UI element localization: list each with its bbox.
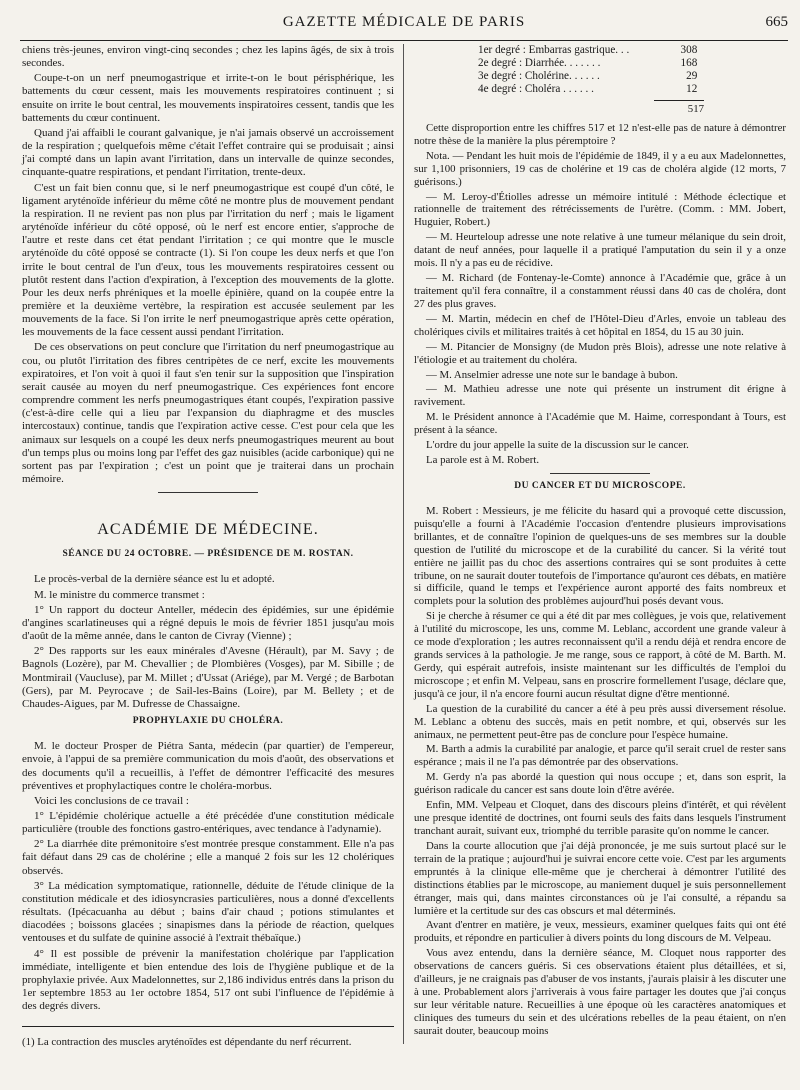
paragraph: Voici les conclusions de ce travail : — [34, 794, 189, 807]
paragraph: 2° Des rapports sur les eaux minérales d'Avesne (Hérault), par M. Savy ; de Bagnols (Lozère), par M. Chevallier ; de Plombières (Vosges), par M. Sibille ; de Montmirail (Vaucluse), par M. Millet ; d'Ussat (Ariége), par M. Vergé ; de Barbotan (Gers), par M. Peyrocave ; de Sail-les-Bains (Loire), par M. Bellety ; et de Chaudes-Aigues, par M. Dufresse de Chassaigne. — [22, 645, 394, 710]
stats-row — [474, 83, 701, 96]
section-rule — [158, 492, 258, 493]
footnote-rule — [22, 1026, 394, 1027]
stats-label: 3e degré : Cholérine. . . . . . — [478, 70, 600, 82]
cancer-heading: DU CANCER ET DU MICROSCOPE. — [514, 480, 686, 491]
stats-row — [474, 70, 701, 83]
paragraph: Coupe-t-on un nerf pneumogastrique et irrite-t-on le bout périsphérique, les battements du cœur cessent, mais les mouvements respiratoires continuent ; si ensuite on irrite le bout central, les mouvements inspiratoires cessent, tandis que les battements du cœur continuent. — [22, 72, 394, 124]
paragraph: — M. Richard (de Fontenay-le-Comte) annonce à l'Académie que, grâce à un traitement qu'il fera connaître, il a constamment réussi dans 40 cas de choléra, dont 27 des plus graves. — [414, 272, 786, 310]
stats-value: 29 — [686, 70, 698, 82]
conclusion-item: 1° L'épidémie cholérique actuelle a été précédée d'une constitution médicale particulière (trouble des fonctions gastro-entériques, avec tendance à l'adynamie). — [22, 809, 394, 836]
stats-label: 1er degré : Embarras gastrique. . . — [478, 44, 630, 56]
conclusion-item: 2° La diarrhée dite prémonitoire s'est montrée presque constamment. Elle n'a pas fait défaut dans 29 cas de cholérine ; elle a manqué 2 fois sur les 12 cholériques observés. — [22, 838, 394, 877]
paragraph: — M. Leroy-d'Étiolles adresse un mémoire intitulé : Méthode éclectique et rationnelle de traitement des rétrécissements de l'urètre. (Comm. : MM. Jobert, Huguier, Robert.) — [414, 190, 786, 229]
journal-title: GAZETTE MÉDICALE DE PARIS — [282, 14, 526, 30]
paragraph: — M. Heurteloup adresse une note relative à une tumeur mélanique du sein droit, datant de neuf années, pour laquelle il a pratiqué l'amputation du sein il y a onze mois. Il n'y a pas eu de récidive. — [414, 231, 786, 270]
paragraph: Si je cherche à résumer ce qui a été dit par mes collègues, je vois que, relativement à l'utilité du microscope, les uns, comme M. Leblanc, accordent une grande valeur à ce mode d'exploration ; les autres reconnaissent qu'il a rendu déjà et rendra encore de grands services à la pathologie. Je me range, sous ce rapport, à côté de M. Barth. M. Gerdy, qui espérait autrefois, insiste maintenant sur les difficultés de l'emploi du microscope ; et enfin M. Velpeau, sans en proscrire formellement l'usage, déclare que, jusqu'à ce jour, il n'a encore fourni aucun résultat digne d'être mentionné. — [414, 610, 786, 700]
cholera-stats-table — [474, 44, 701, 96]
stats-label: 2e degré : Diarrhée. . . . . . . — [478, 57, 601, 69]
conclusion-item: 3° La médication symptomatique, rationnelle, déduite de l'étude clinique de la constitution médicale et des idiosyncrasies particulières, nous a donné d'excellents résultats. (Ipécacuanha au début ; bains d'air chaud ; potions stimulantes et diacodées ; boissons glacées ; sinapismes dans la période de réaction, quelques ventouses et du sulfate de quinine associé à l'extrait thébaïque.) — [22, 879, 394, 945]
paragraph: 1° Un rapport du docteur Anteller, médecin des épidémies, sur une épidémie d'angines scarlatineuses qui a régné depuis le mois de février 1851 jusqu'au mois d'août de la même année, dans le canton de Civray (Vienne) ; — [22, 603, 394, 643]
paragraph: Le procès-verbal de la dernière séance est lu et adopté. — [34, 573, 275, 586]
paragraph: — M. Pitancier de Monsigny (de Mudon près Blois), adresse une note relative à l'étiologie et au traitement du choléra. — [414, 340, 786, 366]
paragraph: Nota. — Pendant les huit mois de l'épidémie de 1849, il y a eu aux Madelonnettes, sur 1,100 prisonniers, 19 cas de cholérine et 19 cas de choléra algide (12 morts, 7 guérisons.) — [414, 149, 786, 188]
paragraph: La question de la curabilité du cancer a été à peu près aussi diversement résolue. M. Leblanc a obtenu des succès, mais en petit nombre, et qui, observés sur les animaux, ne permettent peut-être pas de conclure pour l'espèce humaine. — [414, 702, 786, 741]
left-column — [22, 44, 394, 1015]
paragraph: De ces observations on peut conclure que l'irritation du nerf pneumogastrique au cou, ou plutôt l'irritation des fibres centripètes de ce nerf, excite les mouvements expiratoires, et l'on voit à quoi il faut s'en tenir sur la supposition que l'inspiration serait causée au moyen du nerf pneumogastrique. Ces expériences font encore comprendre comment les nerfs pneumogastriques étant coupés, l'expiration passive (c'est-à-dire celle qui a lieu par l'expansion du diaphragme et des muscles intercostaux) continue, tandis que l'expiration active cesse. C'est pour cela que les animaux sur lesquels on a coupé les deux nerfs pneumogastriques meurent au bout d'un temps plus ou moins long par l'effet des gaz nuisibles (acide carbonique) qui ne sortent pas par l'expiration ; c'est un point que je traiterai dans un prochain mémoire. — [22, 341, 394, 485]
paragraph: M. Robert : Messieurs, je me félicite du hasard qui a provoqué cette discussion, puisqu'elle a fourni à l'Académie l'occasion d'entendre plusieurs improvisations brillantes, et de connaître l'opinion de quelques-uns de ses membres sur la double question de l'utilité du microscope et de la curabilité du cancer. Si la vérité tout entière ne jaillit pas du choc des assertions contraires qui se sont produites à cette tribune, on ne saurait douter toutefois de l'importance qu'auront ces débats, en matière si difficile, quand le temps et l'expérience auront apporté des faits nombreux et complets pour la solution des problèmes aujourd'hui posés devant vous. — [414, 504, 786, 608]
paragraph: Cette disproportion entre les chiffres 517 et 12 n'est-elle pas de nature à démontrer notre thèse de la manière la plus péremptoire ? — [414, 121, 786, 147]
stats-value: 168 — [680, 57, 698, 69]
right-column — [414, 44, 786, 1040]
paragraph: M. le Président annonce à l'Académie que M. Haime, correspondant à Tours, est présent à la séance. — [414, 411, 786, 437]
stats-value: 308 — [680, 44, 698, 56]
paragraph: Dans la courte allocution que j'ai déjà prononcée, je me suis surtout placé sur le terrain de la pratique ; aujourd'hui je suivrai encore cette voie. C'est par les arguments empruntés à la clinique elle-même que je chercherai à démontrer l'utilité des distinctions établies par le microscope, au maniement duquel je suis personnellement étranger, mais qui, dans maintes circonstances où je l'ai consulté, a répandu sa lumière et la certitude sur des cas obscurs et mal déterminés. — [414, 839, 786, 917]
academy-heading: ACADÉMIE DE MÉDECINE. — [97, 521, 319, 539]
section-rule — [550, 473, 650, 474]
paragraph: Vous avez entendu, dans la dernière séance, M. Cloquet nous rapporter des observations de cancers guéris. Si ces observations étaient plus détaillées, et si, d'ailleurs, je ne craignais pas d'abuser de vos instants, j'aurais plaisir à les discuter une à une. Probablement alors j'arriverais à vous faire partager les doutes que j'ai conçus sur leur véritable nature. Recueillies à une époque où les caractères anatomiques et cliniques des tumeurs du sein et des ulcérations rebelles de la peau étaient, on n'en saurait douter, beaucoup moins — [414, 947, 786, 1037]
stats-value: 12 — [686, 83, 698, 95]
stats-total: 517 — [654, 100, 704, 116]
paragraph: C'est un fait bien connu que, si le nerf pneumogastrique est coupé d'un côté, le ligament aryténoïde inférieur du même côté ne montre plus de mouvement pendant la respiration. Il ne revient pas non plus par l'irritation du nerf ; mais le ligament aryténoïde inférieur du côté opposé, où le nerf est encore entier, s'approche de l'autre et reste dans cet état pendant l'irritation ; ce qui montre que le muscle aryténoïde du côté opposé se contracte (1). Si l'on coupe les deux nerfs et que l'on irrite le bout central de l'un d'eux, tous les mouvements respiratoires cessent ou plutôt restent dans l'action d'expiration, à l'exception des mouvements de la glotte. Pour les deux nerfs phréniques et la moelle épinière, quand on la coupée entre la première et la deuxième vertèbre, la respiration est accusée seulement par les mouvements de la face. Si l'on irrite le nerf pneumogastrique après cette opération, les mouvements de la face cessent aussi pendant l'irritation. — [22, 181, 394, 339]
footnote: (1) La contraction des muscles aryténoïdes est dépendante du nerf récurrent. — [22, 1036, 352, 1048]
stats-row — [474, 57, 701, 70]
paragraph: — M. Martin, médecin en chef de l'Hôtel-Dieu d'Arles, envoie un tableau des cholériques civils et militaires traités à cet hôpital en 1854, du 15 au 30 juin. — [414, 312, 786, 338]
paragraph: chiens très-jeunes, environ vingt-cinq secondes ; chez les lapins âgés, de six à trois secondes. — [22, 44, 394, 70]
header-rule — [20, 40, 788, 41]
paragraph: Quand j'ai affaibli le courant galvanique, je n'ai jamais observé un accroissement de la respiration ; quelquefois même c'était l'effet contraire qui se produisait ; ainsi j'ai compté dans un lapin avant l'irritation, dans un intervalle de quinze secondes, cinquante-quatre respirations, et pendant l'irritation, trente-deux. — [22, 126, 394, 179]
cholera-heading: PROPHYLAXIE DU CHOLÉRA. — [132, 716, 284, 727]
paragraph: M. le ministre du commerce transmet : — [34, 588, 205, 601]
paragraph: — M. Mathieu adresse une note qui présente un instrument dit érigne à ravivement. — [414, 383, 786, 409]
paragraph: M. le docteur Prosper de Piétra Santa, médecin (par quartier) de l'empereur, envoie, à l'appui de sa première communication du mois d'août, des observations et des documents qu'il a recueillis, à l'effet de démontrer l'efficacité des mesures préventives et prophylactiques contre le choléra-morbus. — [22, 740, 394, 792]
session-heading: SÉANCE DU 24 OCTOBRE. — PRÉSIDENCE DE M. ROSTAN. — [62, 549, 354, 560]
paragraph: Avant d'entrer en matière, je veux, messieurs, examiner quelques faits qui ont été produits, et répondre en particulier à divers points du long discours de M. Velpeau. — [414, 919, 786, 945]
paragraph: — M. Anselmier adresse une note sur le bandage à bubon. — [426, 368, 678, 381]
page-header — [20, 14, 788, 36]
paragraph: Enfin, MM. Velpeau et Cloquet, dans des discours pleins d'intérêt, et qui révèlent une presque identité de doctrines, ont fourni seuls des faits dans lesquels l'instrument tranchant aurait, suivant eux, triomphé du terrible parasite qu'on nomme le cancer. — [414, 799, 786, 838]
paragraph: L'ordre du jour appelle la suite de la discussion sur le cancer. — [426, 439, 689, 452]
stats-label: 4e degré : Choléra . . . . . . — [478, 83, 594, 95]
conclusion-item: 4° Il est possible de prévenir la manifestation cholérique par l'application immédiate, intelligente et bien entendue des lois de l'hygiène publique et de la prophylaxie privée. Aux Madelonnettes, sur 2,186 individus entrés dans la prison du 1er septembre 1853 au 1er octobre 1854, 517 ont subi l'influence de l'épidémie à des degrés divers. — [22, 947, 394, 1013]
paragraph: La parole est à M. Robert. — [426, 454, 540, 467]
column-divider — [403, 44, 404, 1044]
paragraph: M. Gerdy n'a pas abordé la question qui nous occupe ; et, dans son esprit, la guérison radicale du cancer est sans doute loin d'être avérée. — [414, 771, 786, 797]
stats-row — [474, 44, 701, 57]
paragraph: M. Barth a admis la curabilité par analogie, et parce qu'il serait cruel de rester sans espérance ; mais il ne l'a pas démontrée par des observations. — [414, 743, 786, 769]
page-number: 665 — [765, 14, 788, 30]
